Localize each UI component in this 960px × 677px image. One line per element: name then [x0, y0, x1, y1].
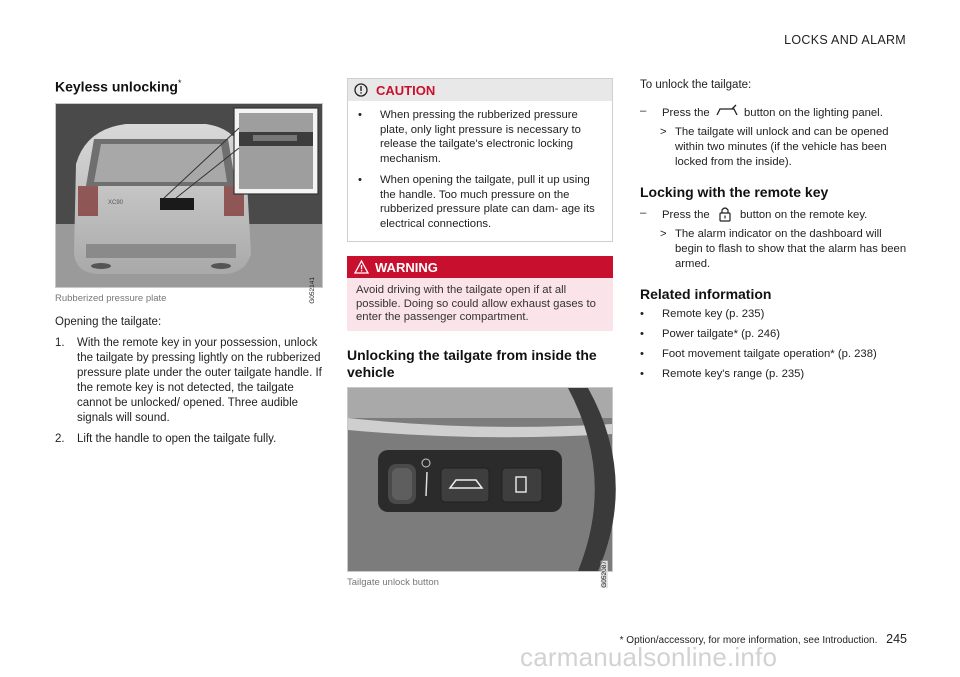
caution-title: CAUTION — [376, 82, 436, 98]
section-title: Keyless unlocking* — [55, 78, 182, 95]
watermark: carmanualsonline.info — [520, 642, 778, 672]
related-link[interactable]: • Power tailgate* (p. 246) — [640, 328, 781, 340]
warning-header — [347, 256, 613, 278]
related-link[interactable]: • Remote key's range (p. 235) — [640, 368, 805, 380]
step-item: – Press the button on the lighting panel. — [640, 105, 883, 119]
figure-caption: Tailgate unlock button — [347, 576, 439, 588]
warning-triangle-icon — [354, 260, 369, 274]
caution-item: • When pressing the rubberized pressure plate, only light pressure is necessary to release the tailgate's electronic locking mechanism. — [358, 109, 581, 165]
column-caution-warning — [347, 78, 613, 588]
figure-caption: Rubberized pressure plate — [55, 292, 167, 304]
related-title: Related information — [640, 286, 772, 302]
warning-text: Avoid driving with the tailgate open if at all possible. Doing so could allow exhaust gases to enter the passenger compartment. — [356, 284, 596, 323]
step-item: – Press the button on the remote key. — [640, 207, 868, 221]
result-item: > The alarm indicator on the dashboard will begin to flash to show that the alarm has been armed. — [660, 228, 907, 270]
figure-code: G052087 — [601, 560, 608, 588]
warning-box — [347, 256, 613, 331]
caution-item: • When opening the tailgate, pull it up using the handle. Too much pressure on the rubberized pressure plate can dam- age its electrical connections. — [358, 174, 595, 230]
section-heading: Locking with the remote key — [640, 184, 829, 200]
warning-title: WARNING — [375, 259, 438, 275]
footnote-text: * Option/accessory, for more information, see Introduction. — [619, 635, 878, 646]
tailgate-car-icon — [715, 104, 739, 118]
option-asterisk: * — [177, 78, 182, 88]
running-header: LOCKS AND ALARM — [784, 33, 906, 47]
result-item: > The tailgate will unlock and can be opened within two minutes (if the vehicle has been locked from the inside). — [660, 126, 889, 168]
step-item: 2. Lift the handle to open the tailgate fully. — [55, 432, 277, 445]
intro-text: Opening the tailgate: — [55, 315, 162, 328]
car-rear-illustration — [56, 104, 322, 287]
page-number: 245 — [886, 632, 907, 646]
column-keyless-unlocking — [55, 78, 323, 447]
exclamation-circle-icon — [354, 83, 368, 97]
related-link[interactable]: • Foot movement tailgate operation* (p. 238) — [640, 348, 877, 360]
caution-box — [347, 78, 613, 242]
section-heading: Unlocking the tailgate from inside the vehicle — [347, 346, 597, 380]
car-badge: XC90 — [108, 199, 124, 206]
intro-text: To unlock the tailgate: — [640, 79, 752, 91]
related-link[interactable]: • Remote key (p. 235) — [640, 308, 765, 320]
figure-code: G052141 — [309, 276, 316, 304]
caution-header — [348, 79, 612, 101]
padlock-icon — [717, 206, 733, 222]
column-instructions — [640, 78, 908, 382]
step-item: 1. With the remote key in your possession, unlock the tailgate by pressing lightly on the rubberized pressure plate under the outer tailgate handle. If the remote key is not detected, the tailgate cannot be unlocked/ opened. Three audible signals will sound. — [55, 336, 322, 424]
lighting-panel-illustration — [348, 388, 612, 571]
